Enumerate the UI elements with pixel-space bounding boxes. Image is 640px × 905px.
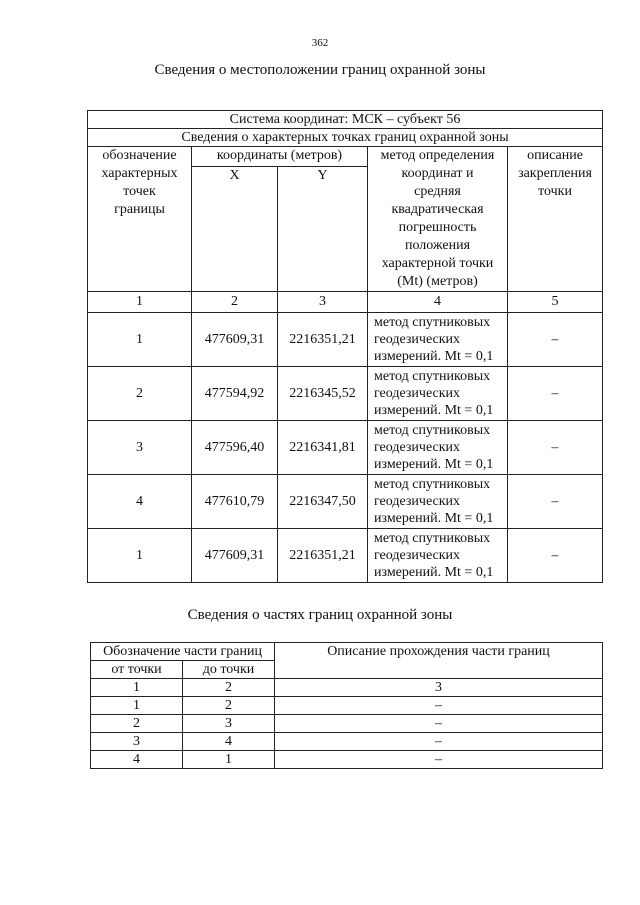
description-cell: –	[275, 733, 603, 751]
method-line: метод спутниковых	[374, 369, 491, 384]
method-line: метод спутниковых	[374, 315, 491, 330]
point-cell: 1	[88, 313, 192, 367]
x-cell: 477594,92	[192, 367, 278, 421]
y-header: Y	[278, 166, 368, 291]
description-cell: –	[508, 475, 603, 529]
coordinates-header: координаты (метров)	[192, 147, 368, 167]
method-line: геодезических	[374, 440, 461, 455]
method-line: геодезических	[374, 494, 461, 509]
table-row	[91, 715, 603, 733]
point-designation-header: обозначение характерных точек границы	[88, 147, 192, 292]
method-line: геодезических	[374, 332, 461, 347]
table-row	[91, 733, 603, 751]
point-cell: 4	[88, 475, 192, 529]
y-cell: 2216345,52	[278, 367, 368, 421]
method-cell	[368, 367, 508, 421]
description-cell: –	[275, 751, 603, 769]
point-cell: 1	[88, 529, 192, 583]
method-line: измерений. Mt = 0,1	[374, 349, 494, 364]
method-line: измерений. Mt = 0,1	[374, 565, 494, 580]
column-numbers-row: 1 2 3 4 5	[88, 292, 603, 313]
point-cell: 3	[88, 421, 192, 475]
section-title-parts: Сведения о частях границ охранной зоны	[187, 607, 453, 623]
method-line: метод спутниковых	[374, 477, 491, 492]
method-cell	[368, 529, 508, 583]
method-line: измерений. Mt = 0,1	[374, 457, 494, 472]
points-subtitle-header: Сведения о характерных точках границ охранной зоны	[88, 129, 603, 147]
method-line: геодезических	[374, 386, 461, 401]
table-row	[88, 421, 603, 475]
x-header: X	[192, 166, 278, 291]
table-row	[88, 529, 603, 583]
x-cell: 477609,31	[192, 529, 278, 583]
section-title-boundaries: Сведения о местоположении границ охранной зоны	[154, 62, 486, 78]
parts-column-numbers-row: 1 2 3	[91, 679, 603, 697]
to-point-header: до точки	[183, 661, 275, 679]
method-cell	[368, 313, 508, 367]
method-line: метод спутниковых	[374, 423, 491, 438]
from-point-header: от точки	[91, 661, 183, 679]
x-cell: 477596,40	[192, 421, 278, 475]
method-line: измерений. Mt = 0,1	[374, 511, 494, 526]
description-cell: –	[508, 421, 603, 475]
to-cell: 3	[183, 715, 275, 733]
method-cell	[368, 475, 508, 529]
from-cell: 4	[91, 751, 183, 769]
x-cell: 477609,31	[192, 313, 278, 367]
from-cell: 1	[91, 697, 183, 715]
page-number: 362	[311, 37, 329, 49]
description-cell: –	[275, 715, 603, 733]
point-cell: 2	[88, 367, 192, 421]
description-cell: –	[508, 529, 603, 583]
y-cell: 2216351,21	[278, 313, 368, 367]
table-row	[88, 313, 603, 367]
to-cell: 4	[183, 733, 275, 751]
part-designation-header: Обозначение части границ	[91, 643, 275, 661]
method-line: измерений. Mt = 0,1	[374, 403, 494, 418]
x-cell: 477610,79	[192, 475, 278, 529]
to-cell: 2	[183, 697, 275, 715]
y-cell: 2216341,81	[278, 421, 368, 475]
points-table	[87, 110, 603, 583]
part-description-header: Описание прохождения части границ	[275, 643, 603, 679]
table-row	[88, 367, 603, 421]
table-row	[91, 697, 603, 715]
description-cell: –	[508, 367, 603, 421]
to-cell: 1	[183, 751, 275, 769]
description-cell: –	[275, 697, 603, 715]
table-row	[91, 751, 603, 769]
method-line: метод спутниковых	[374, 531, 491, 546]
y-cell: 2216347,50	[278, 475, 368, 529]
description-cell: –	[508, 313, 603, 367]
table-row	[88, 475, 603, 529]
y-cell: 2216351,21	[278, 529, 368, 583]
from-cell: 2	[91, 715, 183, 733]
point-description-header: описание закрепления точки	[508, 147, 603, 292]
method-header: метод определения координат и средняя квадратическая погрешность положения характерной точки (Mt) (метров)	[368, 147, 508, 292]
coordinate-system-header: Система координат: МСК – субъект 56	[88, 111, 603, 129]
parts-table	[90, 642, 603, 769]
method-line: геодезических	[374, 548, 461, 563]
from-cell: 3	[91, 733, 183, 751]
method-cell	[368, 421, 508, 475]
